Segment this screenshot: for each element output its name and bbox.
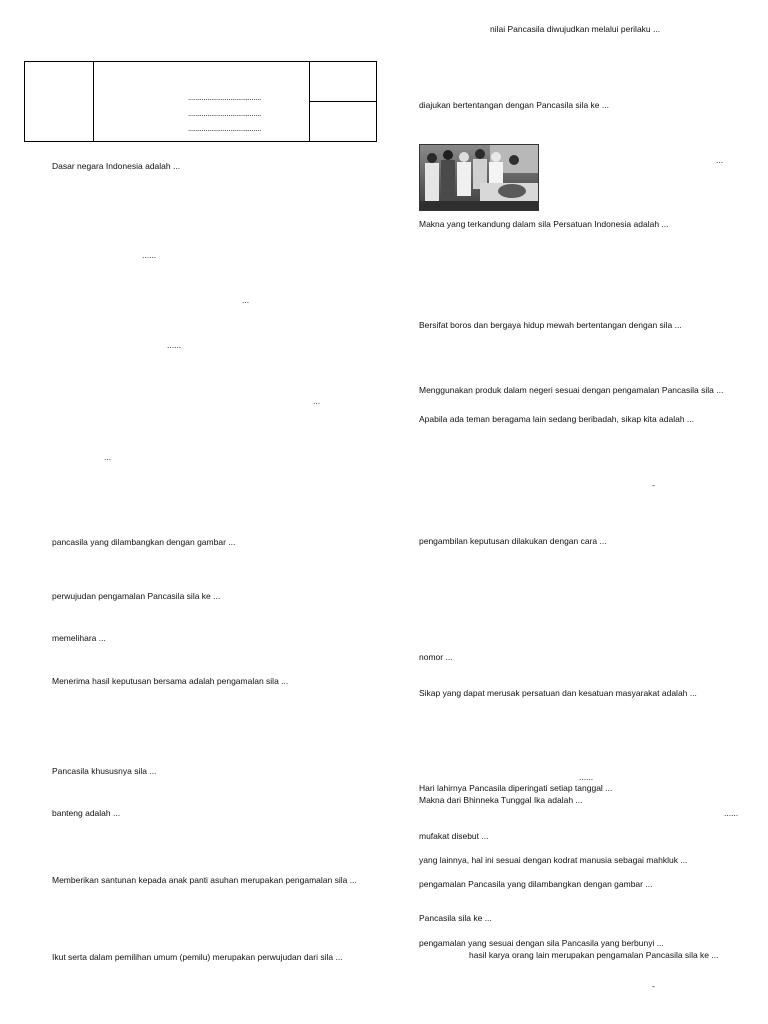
question-text: Pancasila khususnya sila ... bbox=[52, 766, 157, 776]
header-dotted-line: ...................................... bbox=[188, 93, 262, 102]
question-text: Menerima hasil keputusan bersama adalah pengamalan sila ... bbox=[52, 676, 289, 686]
question-text: Sikap yang dapat merusak persatuan dan kesatuan masyarakat adalah ... bbox=[419, 688, 697, 698]
question-text: Bersifat boros dan bergaya hidup mewah bertentangan dengan sila ... bbox=[419, 320, 682, 330]
question-text: - bbox=[652, 981, 655, 991]
question-text: ... bbox=[104, 452, 112, 462]
question-text: Apabila ada teman beragama lain sedang beribadah, sikap kita adalah ... bbox=[419, 414, 695, 424]
question-text: banteng adalah ... bbox=[52, 808, 121, 818]
question-text: Dasar negara Indonesia adalah ... bbox=[52, 161, 181, 171]
question-text: Ikut serta dalam pemilihan umum (pemilu) merupakan perwujudan dari sila ... bbox=[52, 952, 343, 962]
question-photo bbox=[419, 144, 539, 211]
header-table bbox=[24, 61, 377, 142]
question-text: Hari lahirnya Pancasila diperingati setiap tanggal ... bbox=[419, 783, 613, 793]
question-text: yang lainnya, hal ini sesuai dengan kodrat manusia sebagai mahkluk ... bbox=[419, 855, 688, 865]
question-text: mufakat disebut ... bbox=[419, 831, 489, 841]
question-text: - bbox=[652, 480, 655, 490]
header-divider bbox=[309, 101, 376, 102]
question-text: ... bbox=[716, 155, 724, 165]
header-divider bbox=[93, 62, 94, 141]
question-text: memelihara ... bbox=[52, 633, 106, 643]
question-text: ...... bbox=[167, 340, 182, 350]
question-text: ... bbox=[242, 295, 250, 305]
question-text: pancasila yang dilambangkan dengan gambar ... bbox=[52, 537, 236, 547]
question-text: Menggunakan produk dalam negeri sesuai dengan pengamalan Pancasila sila ... bbox=[419, 385, 724, 395]
question-text: ...... bbox=[142, 250, 157, 260]
question-text: pengambilan keputusan dilakukan dengan cara ... bbox=[419, 536, 607, 546]
question-text: nomor ... bbox=[419, 652, 453, 662]
question-text: Makna dari Bhinneka Tunggal Ika adalah ... bbox=[419, 795, 583, 805]
question-text: pengamalan Pancasila yang dilambangkan dengan gambar ... bbox=[419, 879, 653, 889]
question-text: ... bbox=[313, 396, 321, 406]
question-text: Makna yang terkandung dalam sila Persatuan Indonesia adalah ... bbox=[419, 219, 669, 229]
question-text: pengamalan yang sesuai dengan sila Pancasila yang berbunyi ... bbox=[419, 938, 664, 948]
question-text: Pancasila sila ke ... bbox=[419, 913, 492, 923]
question-text: ...... bbox=[579, 772, 594, 782]
question-text: diajukan bertentangan dengan Pancasila sila ke ... bbox=[419, 100, 609, 110]
question-text: Memberikan santunan kepada anak panti asuhan merupakan pengamalan sila ... bbox=[52, 875, 357, 885]
question-text: ...... bbox=[724, 808, 739, 818]
header-dotted-line: ...................................... bbox=[188, 109, 262, 118]
question-text: nilai Pancasila diwujudkan melalui perilaku ... bbox=[490, 24, 661, 34]
question-text: hasil karya orang lain merupakan pengamalan Pancasila sila ke ... bbox=[469, 950, 719, 960]
header-dotted-line: ...................................... bbox=[188, 124, 262, 133]
question-text: perwujudan pengamalan Pancasila sila ke ... bbox=[52, 591, 221, 601]
